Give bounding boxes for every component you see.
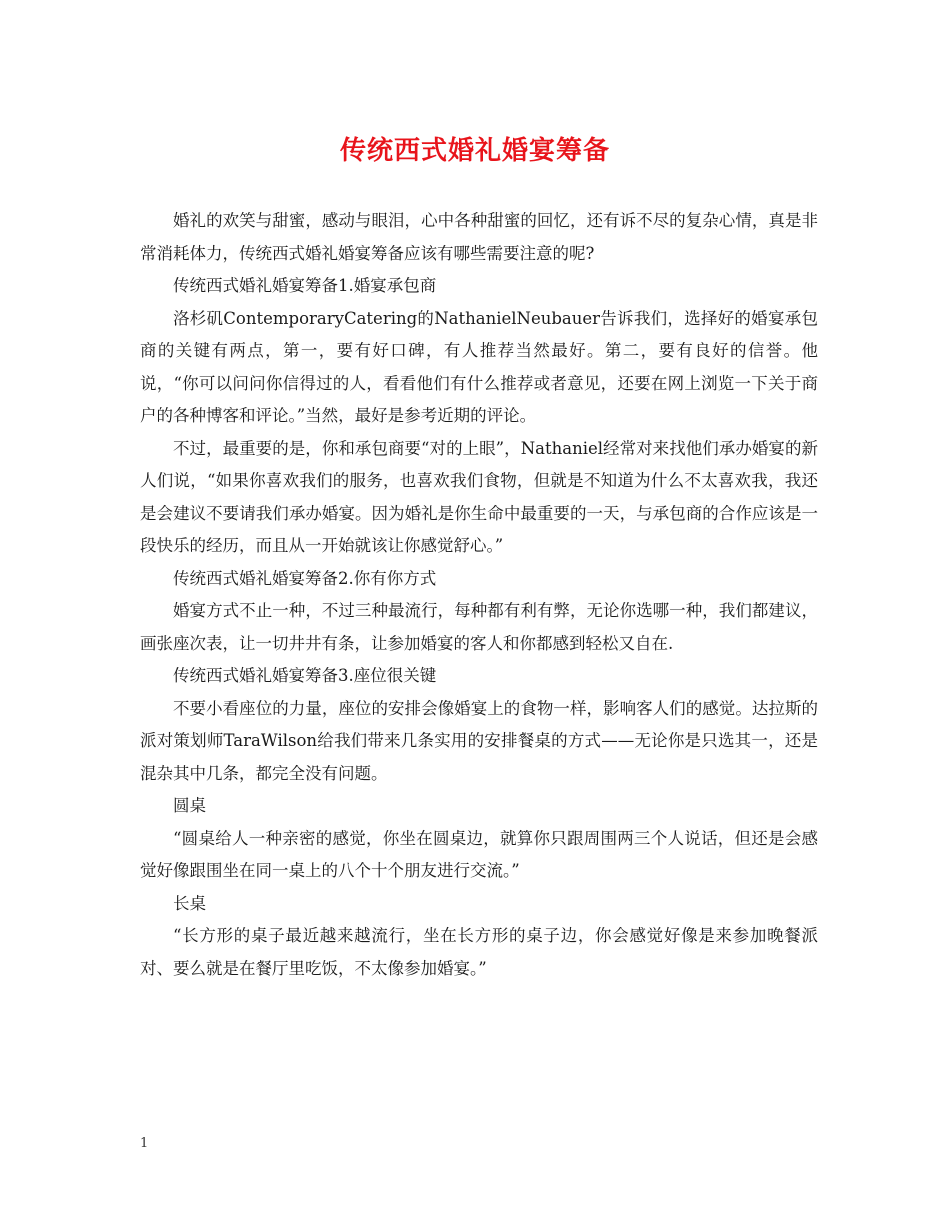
subheading-round-table: 圆桌 [173, 796, 206, 815]
section-heading-1: 传统西式婚礼婚宴筹备1.婚宴承包商 [173, 276, 437, 295]
paragraph-style: 婚宴方式不止一种，不过三种最流行，每种都有利有弊，无论你选哪一种，我们都建议，画张座次表，让一切井井有条，让参加婚宴的客人和你都感到轻松又自在. [140, 601, 818, 653]
paragraph-intro: 婚礼的欢笑与甜蜜，感动与眼泪，心中各种甜蜜的回忆，还有诉不尽的复杂心情，真是非常消耗体力，传统西式婚礼婚宴筹备应该有哪些需要注意的呢? [140, 211, 818, 263]
paragraph-round-table: “圆桌给人一种亲密的感觉，你坐在圆桌边，就算你只跟周围两三个人说话，但还是会感觉好像跟围坐在同一桌上的八个十个朋友进行交流。” [140, 828, 818, 880]
section-heading-3: 传统西式婚礼婚宴筹备3.座位很关键 [173, 666, 437, 685]
paragraph-chemistry: 不过，最重要的是，你和承包商要“对的上眼”，Nathaniel经常对来找他们承办婚宴的新人们说，“如果你喜欢我们的服务，也喜欢我们食物，但就是不知道为什么不太喜欢我，我还是会建议不要请我们承办婚宴。因为婚礼是你生命中最重要的一天，与承包商的合作应该是一段快乐的经历，而且从一开始就该让你感觉舒心。” [140, 438, 818, 555]
paragraph-seating: 不要小看座位的力量，座位的安排会像婚宴上的食物一样，影响客人们的感觉。达拉斯的派对策划师TaraWilson给我们带来几条实用的安排餐桌的方式——无论你是只选其一，还是混杂其中几条，都完全没有问题。 [140, 698, 818, 783]
document-body [140, 205, 818, 985]
paragraph-long-table: “长方形的桌子最近越来越流行，坐在长方形的桌子边，你会感觉好像是来参加晚餐派对、要么就是在餐厅里吃饭，不太像参加婚宴。” [140, 926, 818, 978]
paragraph-caterer: 洛杉矶ContemporaryCatering的NathanielNeubauer告诉我们，选择好的婚宴承包商的关键有两点，第一，要有好口碑，有人推荐当然最好。第二，要有良好的信誉。他说，“你可以问问你信得过的人，看看他们有什么推荐或者意见，还要在网上浏览一下关于商户的各种博客和评论。”当然，最好是参考近期的评论。 [140, 308, 818, 425]
subheading-long-table: 长桌 [173, 893, 206, 913]
document-title: 传统西式婚礼婚宴筹备 [339, 136, 610, 166]
page-number: 1 [140, 1136, 149, 1151]
section-heading-2: 传统西式婚礼婚宴筹备2.你有你方式 [173, 568, 437, 588]
